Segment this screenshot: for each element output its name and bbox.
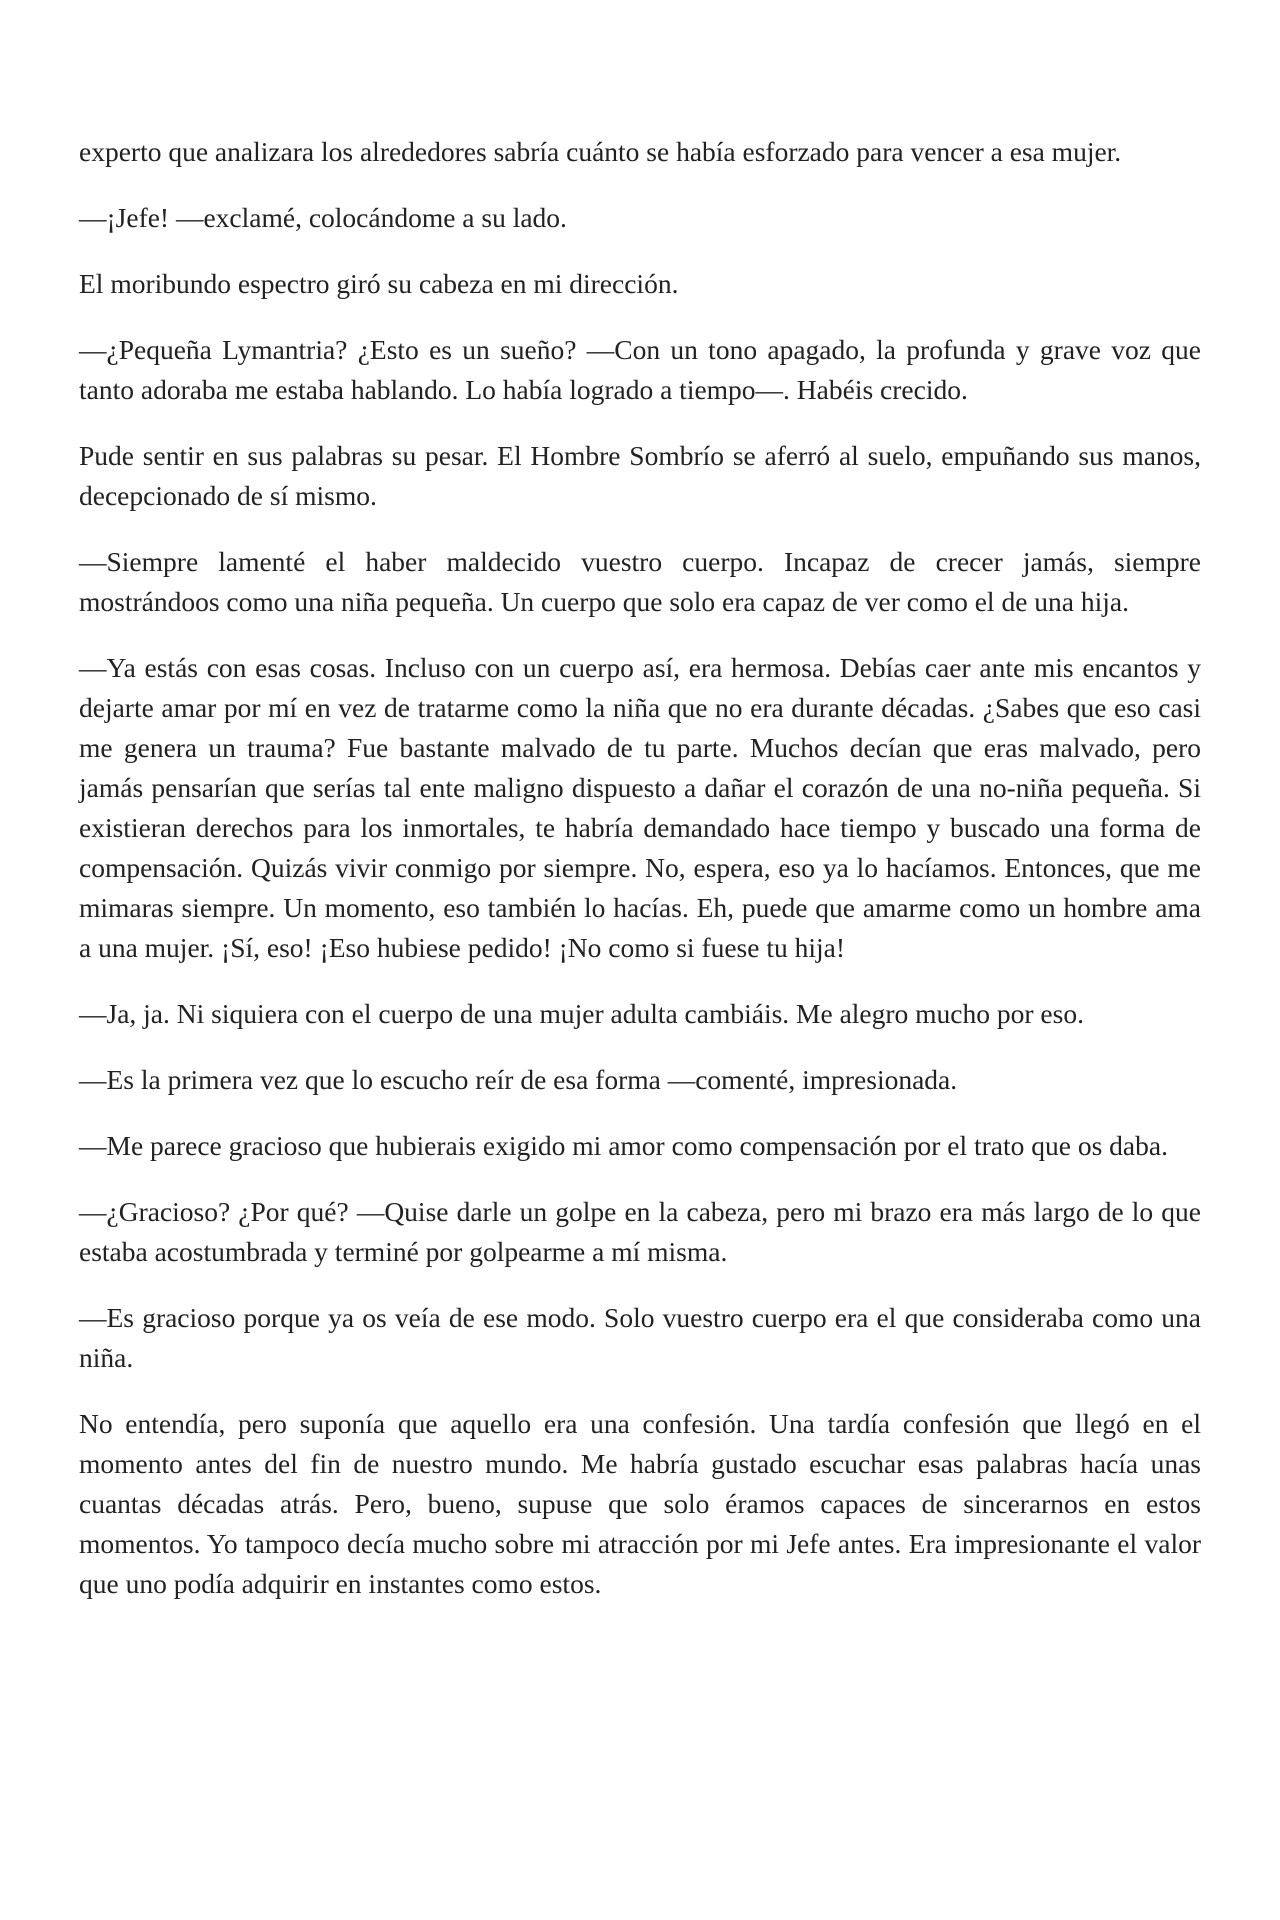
paragraph-9: —Es la primera vez que lo escucho reír de esa forma —comenté, impresionada.	[79, 1064, 958, 1095]
paragraph-8: —Ja, ja. Ni siquiera con el cuerpo de una mujer adulta cambiáis. Me alegro mucho por eso.	[79, 998, 1084, 1029]
paragraph-13: No entendía, pero suponía que aquello era una confesión. Una tardía confesión que llegó en el momento antes del fin de nuestro mundo. Me habría gustado escuchar esas palabras hacía unas cuantas décadas atrás. Pero, bueno, supuse que solo éramos capaces de sincerarnos en estos momentos. Yo tampoco decía mucho sobre mi atracción por mi Jefe antes. Era impresionante el valor que uno podía adquirir en instantes como estos.	[79, 1408, 1201, 1599]
document-page	[79, 132, 1201, 1630]
paragraph-2: —¡Jefe! —exclamé, colocándome a su lado.	[79, 202, 567, 233]
paragraph-10: —Me parece gracioso que hubierais exigido mi amor como compensación por el trato que os daba.	[79, 1130, 1168, 1161]
paragraph-4: —¿Pequeña Lymantria? ¿Esto es un sueño? —Con un tono apagado, la profunda y grave voz que tanto adoraba me estaba hablando. Lo había logrado a tiempo—. Habéis crecido.	[79, 334, 1201, 405]
paragraph-12: —Es gracioso porque ya os veía de ese modo. Solo vuestro cuerpo era el que consideraba como una niña.	[79, 1302, 1201, 1373]
paragraph-11: —¿Gracioso? ¿Por qué? —Quise darle un golpe en la cabeza, pero mi brazo era más largo de lo que estaba acostumbrada y terminé por golpearme a mí misma.	[79, 1196, 1201, 1267]
paragraph-7: —Ya estás con esas cosas. Incluso con un cuerpo así, era hermosa. Debías caer ante mis encantos y dejarte amar por mí en vez de tratarme como la niña que no era durante décadas. ¿Sabes que eso casi me genera un trauma? Fue bastante malvado de tu parte. Muchos decían que eras malvado, pero jamás pensarían que serías tal ente maligno dispuesto a dañar el corazón de una no-niña pequeña. Si existieran derechos para los inmortales, te habría demandado hace tiempo y buscado una forma de compensación. Quizás vivir conmigo por siempre. No, espera, eso ya lo hacíamos. Entonces, que me mimaras siempre. Un momento, eso también lo hacías. Eh, puede que amarme como un hombre ama a una mujer. ¡Sí, eso! ¡Eso hubiese pedido! ¡No como si fuese tu hija!	[79, 652, 1201, 963]
paragraph-3: El moribundo espectro giró su cabeza en mi dirección.	[79, 268, 679, 299]
paragraph-6: —Siempre lamenté el haber maldecido vuestro cuerpo. Incapaz de crecer jamás, siempre mostrándoos como una niña pequeña. Un cuerpo que solo era capaz de ver como el de una hija.	[79, 546, 1201, 617]
paragraph-1: experto que analizara los alrededores sabría cuánto se había esforzado para vencer a esa mujer.	[79, 136, 1122, 167]
paragraph-5: Pude sentir en sus palabras su pesar. El Hombre Sombrío se aferró al suelo, empuñando sus manos, decepcionado de sí mismo.	[79, 440, 1201, 511]
